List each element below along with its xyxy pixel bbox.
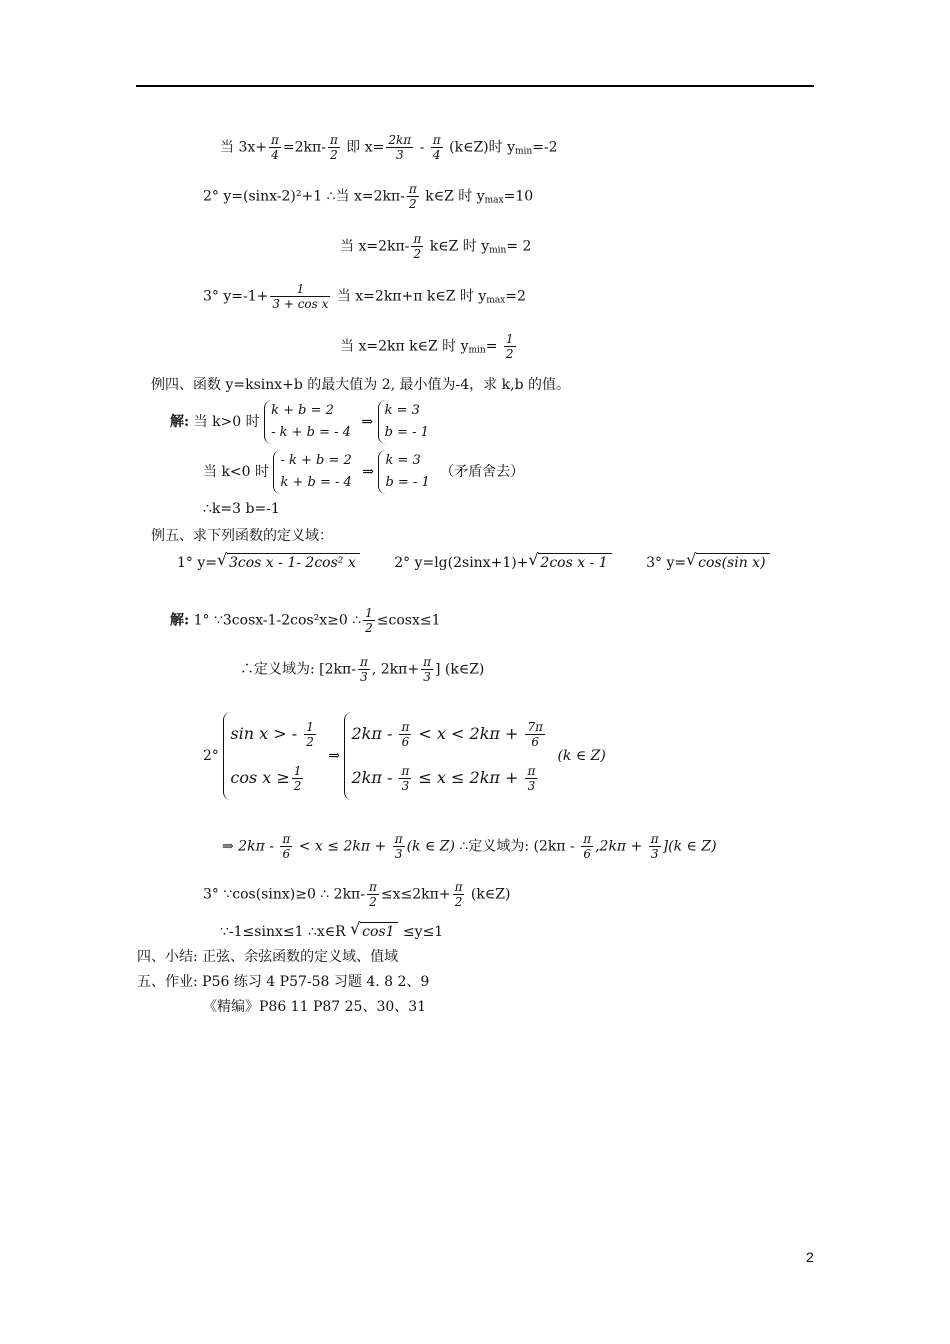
header-rule bbox=[136, 85, 814, 87]
homework-line-2: 《精编》P86 11 P87 25、30、31 bbox=[203, 999, 427, 1015]
example-5-solution-3: 3° ∵cos(sinx)≥0 ∴ 2kπ- $\frac{\pi}{2}$ ≤x≤2kπ+ $\frac{\pi}{2}$ (k∈Z) bbox=[203, 880, 511, 909]
example-4-solution-case-1: 解: 当 k>0 时 k + b = 2 - k + b = - 4 ⇒ k = 3 b = - 1 bbox=[170, 400, 435, 444]
example-5-domain-1: ∴定义域为: [2kπ- $\frac{\pi}{3}$ , 2kπ+ $\frac{\pi}{3}$ ] (k∈Z) bbox=[240, 655, 485, 684]
line-2-min: 当 x=2kπ- $\frac{\pi}{2}$ k∈Z 时 $y_{min}= 2$ bbox=[340, 232, 532, 261]
page-number: 2 bbox=[806, 1249, 814, 1265]
example-5-heading: 例五、求下列函数的定义域： bbox=[151, 528, 333, 544]
line-case-min-1: 当 3x+ $\frac{\pi}{4}$ =2kπ- $\frac{\pi}{2}$ 即 x= $\frac{2k\pi}{3}$ - $\frac{\pi}{4}$ (k∈Z)时 $y_{min}=-2$ bbox=[220, 133, 558, 162]
example-5-solution-2-result: ⇒ 2kπ - $\frac{\pi}{6}$ < x ≤ 2kπ + $\frac{\pi}{3}$ (k ∈ Z) ∴定义域为: (2kπ - $\frac{\pi}{6}$ ,2kπ + $\frac{\pi}{3}$ ](k ∈ Z) bbox=[222, 832, 717, 861]
example-4-heading: 例四、函数 y=ksinx+b 的最大值为 2, 最小值为-4，求 k,b 的值。 bbox=[151, 377, 570, 393]
homework-line: 五、作业: P56 练习 4 P57-58 习题 4. 8 2、9 bbox=[137, 974, 430, 990]
example-4-result: ∴k=3 b=-1 bbox=[203, 501, 280, 517]
summary-line: 四、小结: 正弦、余弦函数的定义域、值域 bbox=[137, 949, 399, 965]
example-5-solution-1: 解: 1° ∵3cosx-1-2cos²x≥0 ∴ $\frac{1}{2}$ ≤cosx≤1 bbox=[170, 606, 441, 635]
example-5-solution-2-system: 2° sin x > - $\frac{1}{2}$ cos x ≥ $\frac{1}{2}$ ⇒ 2kπ - $\frac{\pi}{6}$ < x < 2kπ + $\frac{7\pi}{6}$ 2kπ - $\frac{\pi}{3}$ ≤ x ≤ 2kπ + $\frac{\pi}{3}$ (k ∈ Z) bbox=[203, 712, 606, 800]
line-3-max: 3° y=-1+ $\frac{1}{\text{3 + cos x}}$ 当 x=2kπ+π k∈Z 时 $y_{max}=2$ bbox=[203, 282, 526, 311]
example-5-questions: 1° y=√ 3cos x - 1- 2cos² x 2° y=lg(2sinx+1)+√ 2cos x - 1 3° y=√ cos(sin x) bbox=[177, 553, 770, 572]
example-4-solution-case-2: 当 k<0 时 - k + b = 2 k + b = - 4 ⇒ k = 3 b = - 1 （矛盾舍去） bbox=[203, 450, 524, 494]
example-5-solution-3-range: ∵-1≤sinx≤1 ∴x∈R √ cos1 ≤y≤1 bbox=[220, 922, 443, 941]
line-2-max: 2° y=(sinx-2)²+1 ∴当 x=2kπ- $\frac{\pi}{2}$ k∈Z 时 $y_{max}=10$ bbox=[203, 182, 534, 211]
line-3-min: 当 x=2kπ k∈Z 时 $y_{min}=$ $\frac{1}{2}$ bbox=[340, 332, 514, 361]
